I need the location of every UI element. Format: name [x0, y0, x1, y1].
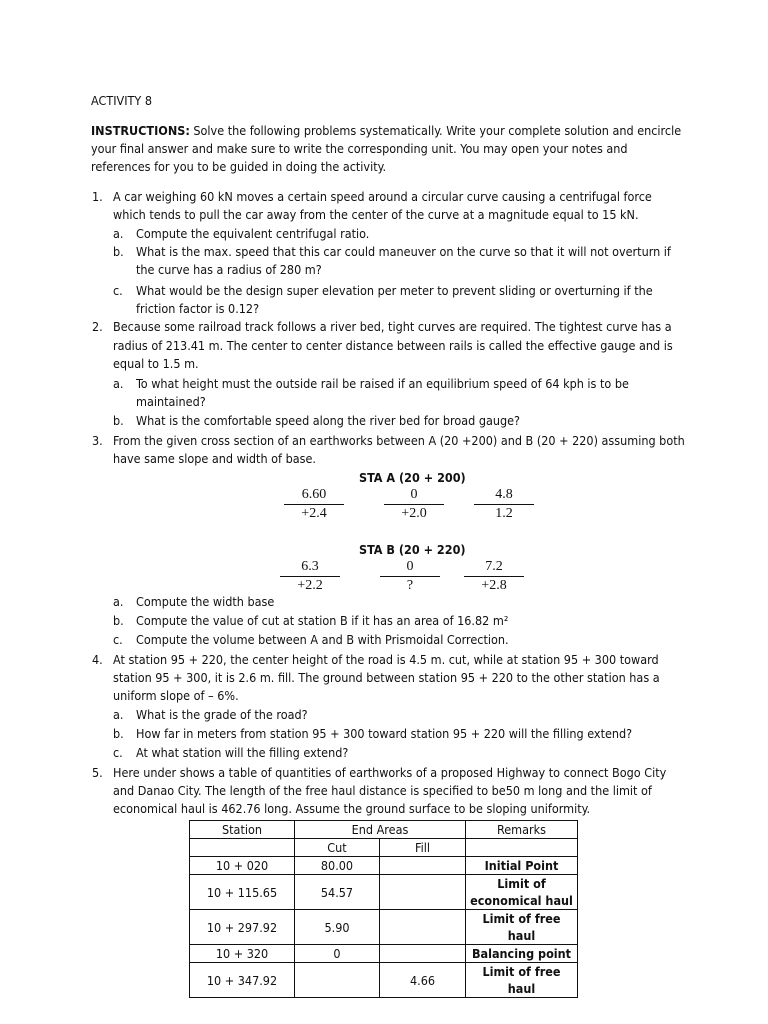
- problem-2a-label: a.: [113, 376, 124, 391]
- cell-station: 10 + 020: [190, 857, 295, 875]
- earthworks-table: [189, 820, 578, 998]
- problem-3c-text: Compute the volume between A and B with Prismoidal Correction.: [136, 632, 509, 647]
- cell-station: 10 + 347.92: [190, 963, 295, 998]
- sta-a-title: STA A (20 + 200): [359, 470, 466, 485]
- cell-remarks: Initial Point: [466, 857, 578, 875]
- instructions-label: INSTRUCTIONS:: [91, 123, 190, 138]
- cell-cut: [295, 963, 380, 998]
- problem-3c-label: c.: [113, 632, 123, 647]
- problem-5-line-3: economical haul is 462.76 long. Assume the ground surface to be sloping uniformity.: [113, 801, 591, 816]
- cell-fill: [380, 875, 466, 910]
- problem-1b-text-1: What is the max. speed that this car could maneuver on the curve so that it will not overturn if: [136, 244, 671, 259]
- problem-3-line-1: From the given cross section of an earthworks between A (20 +200) and B (20 + 220) assuming both: [113, 433, 685, 448]
- problem-1-number: 1.: [92, 189, 103, 204]
- problem-2a-text-1: To what height must the outside rail be raised if an equilibrium speed of 64 kph is to be: [136, 376, 629, 391]
- sta-a-center-fraction: $\frac{0}{+2.0}$: [384, 486, 444, 523]
- problem-1-line-1: A car weighing 60 kN moves a certain speed around a circular curve causing a centrifugal force: [113, 189, 652, 204]
- cell-remarks: Balancing point: [466, 945, 578, 963]
- cell-remarks: Limit of free haul: [466, 963, 578, 998]
- cell-fill: [380, 857, 466, 875]
- cell-station: 10 + 320: [190, 945, 295, 963]
- cell-fill: [380, 910, 466, 945]
- problem-4b-label: b.: [113, 726, 124, 741]
- subheader-blank: [190, 839, 295, 857]
- problem-5-number: 5.: [92, 765, 103, 780]
- table-header-row: [190, 821, 578, 839]
- problem-1b-label: b.: [113, 244, 124, 259]
- cell-station: 10 + 297.92: [190, 910, 295, 945]
- sta-a-left-fraction: $\frac{6.60}{+2.4}$: [284, 486, 344, 523]
- problem-1-line-2: which tends to pull the car away from the center of the curve at a magnitude equal to 15 kN.: [113, 207, 639, 222]
- problem-1b-text-2: the curve has a radius of 280 m?: [136, 262, 322, 277]
- cell-station: 10 + 115.65: [190, 875, 295, 910]
- problem-3b-label: b.: [113, 613, 124, 628]
- problem-1c-text-1: What would be the design super elevation per meter to prevent sliding or overturning if the: [136, 283, 653, 298]
- cell-cut: 80.00: [295, 857, 380, 875]
- problem-1a-text: Compute the equivalent centrifugal ratio.: [136, 226, 370, 241]
- cell-cut: 54.57: [295, 875, 380, 910]
- problem-4-line-2: station 95 + 300, it is 2.6 m. fill. The ground between station 95 + 220 to the other station has a: [113, 670, 660, 685]
- sta-a-right-fraction: $\frac{4.8}{1.2}$: [474, 486, 534, 523]
- sta-b-right-fraction: $\frac{7.2}{+2.8}$: [464, 558, 524, 595]
- table-row: [190, 963, 578, 998]
- instructions-line-2: your final answer and make sure to write the corresponding unit. You may open your notes and: [91, 141, 628, 156]
- problem-2a-text-2: maintained?: [136, 394, 206, 409]
- instructions-line-1: INSTRUCTIONS: Solve the following problems systematically. Write your complete solution and encircle: [91, 123, 682, 138]
- problem-3b-text: Compute the value of cut at station B if it has an area of 16.82 m²: [136, 613, 509, 628]
- problem-5-line-1: Here under shows a table of quantities of earthworks of a proposed Highway to connect Bogo City: [113, 765, 667, 780]
- problem-4c-label: c.: [113, 745, 123, 760]
- problem-1a-label: a.: [113, 226, 124, 241]
- header-fill: Fill: [380, 839, 466, 857]
- problem-4b-text: How far in meters from station 95 + 300 toward station 95 + 220 will the filling extend?: [136, 726, 633, 741]
- cell-fill: 4.66: [380, 963, 466, 998]
- instructions-line-3: references for you to be guided in doing the activity.: [91, 159, 387, 174]
- cell-remarks: Limit of free haul: [466, 910, 578, 945]
- cell-fill: [380, 945, 466, 963]
- problem-4a-label: a.: [113, 707, 124, 722]
- cell-cut: 0: [295, 945, 380, 963]
- cell-cut: 5.90: [295, 910, 380, 945]
- problem-3-number: 3.: [92, 433, 103, 448]
- sta-b-title: STA B (20 + 220): [359, 542, 466, 557]
- problem-5-line-2: and Danao City. The length of the free haul distance is specified to be50 m long and the limit of: [113, 783, 652, 798]
- activity-title: ACTIVITY 8: [91, 93, 152, 108]
- problem-2b-text: What is the comfortable speed along the river bed for broad gauge?: [136, 413, 521, 428]
- cell-remarks: Limit of economical haul: [466, 875, 578, 910]
- table-row: [190, 910, 578, 945]
- problem-1c-label: c.: [113, 283, 123, 298]
- table-subheader-row: [190, 839, 578, 857]
- problem-3-line-2: have same slope and width of base.: [113, 451, 316, 466]
- problem-2-line-1: Because some railroad track follows a river bed, tight curves are required. The tightest curve has a: [113, 319, 672, 334]
- problem-1c-text-2: friction factor is 0.12?: [136, 301, 260, 316]
- sta-b-left-fraction: $\frac{6.3}{+2.2}$: [280, 558, 340, 595]
- problem-2b-label: b.: [113, 413, 124, 428]
- subheader-blank: [466, 839, 578, 857]
- sta-b-center-fraction: 0 ?: [380, 558, 440, 595]
- header-remarks: Remarks: [466, 821, 578, 839]
- problem-3a-label: a.: [113, 594, 124, 609]
- problem-2-number: 2.: [92, 319, 103, 334]
- table-row: [190, 857, 578, 875]
- problem-2-line-3: equal to 1.5 m.: [113, 356, 199, 371]
- problem-4c-text: At what station will the filling extend?: [136, 745, 349, 760]
- table-row: [190, 875, 578, 910]
- problem-4-line-3: uniform slope of – 6%.: [113, 688, 239, 703]
- header-station: Station: [190, 821, 295, 839]
- problem-3a-text: Compute the width base: [136, 594, 275, 609]
- table-row: [190, 945, 578, 963]
- problem-4-number: 4.: [92, 652, 103, 667]
- problem-4a-text: What is the grade of the road?: [136, 707, 308, 722]
- problem-4-line-1: At station 95 + 220, the center height of the road is 4.5 m. cut, while at station 95 + 300 toward: [113, 652, 659, 667]
- header-end-areas: End Areas: [295, 821, 466, 839]
- header-cut: Cut: [295, 839, 380, 857]
- problem-2-line-2: radius of 213.41 m. The center to center distance between rails is called the effective gauge and is: [113, 338, 673, 353]
